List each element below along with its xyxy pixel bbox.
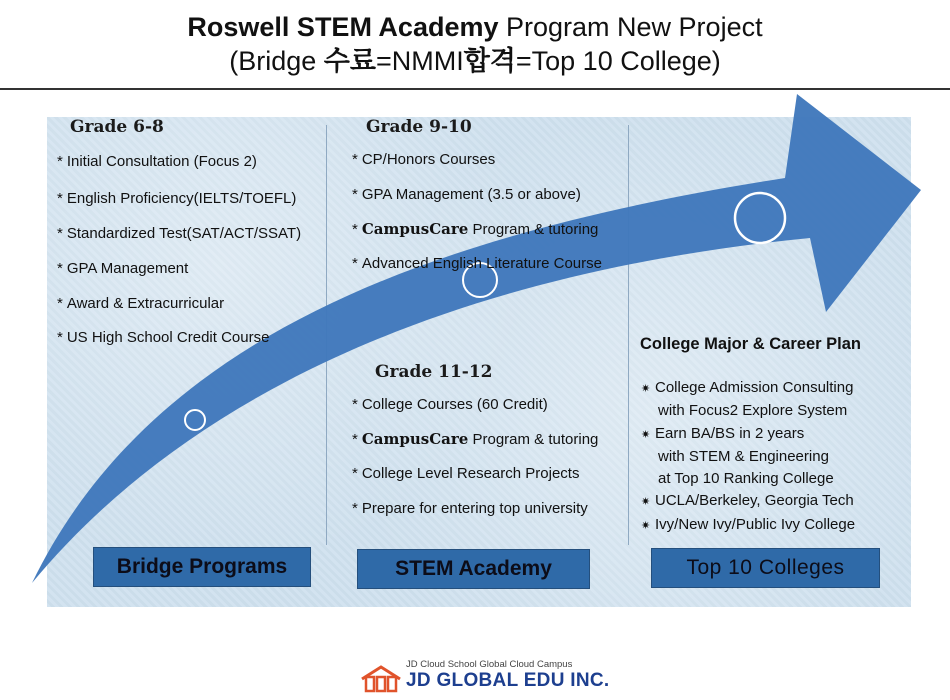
grade-11-12-title: Grade 11-12 [375,362,493,382]
grade-6-8-title: Grade 6-8 [70,117,164,137]
list-item: ✷ UCLA/Berkeley, Georgia Tech [641,492,854,510]
list-item: * College Level Research Projects [352,465,580,482]
list-item: * CP/Honors Courses [352,151,496,168]
list-item: * Initial Consultation (Focus 2) [57,153,257,170]
top-10-colleges-button[interactable]: Top 10 Colleges [651,548,880,588]
list-item: * GPA Management [57,260,189,277]
list-item: at Top 10 Ranking College [658,470,834,488]
list-item: * Prepare for entering top university [352,500,588,517]
list-item: * US High School Credit Course [57,329,270,346]
list-item: * College Courses (60 Credit) [352,396,548,413]
title-bold: Roswell STEM Academy [187,12,499,42]
college-plan-list [641,377,931,537]
list-item: * Advanced English Literature Course [352,255,602,272]
list-item: ✷ Ivy/New Ivy/Public Ivy College [641,515,856,533]
list-item: * CampusCare Program & tutoring [352,430,599,448]
list-item: with STEM & Engineering [658,447,829,465]
college-plan-title: College Major & Career Plan [640,335,861,353]
subtitle-mid: =NMMI [375,46,464,76]
grade-9-10-title: Grade 9-10 [366,117,472,137]
list-item: ✷ Earn BA/BS in 2 years [641,424,805,442]
list-item: * Standardized Test(SAT/ACT/SSAT) [57,225,302,242]
list-item: with Focus2 Explore System [658,402,848,420]
list-item: * Award & Extracurricular [57,295,225,312]
title-rest: Program New Project [498,12,763,42]
list-item: * CampusCare Program & tutoring [352,220,599,238]
list-item: * GPA Management (3.5 or above) [352,186,581,203]
subtitle-open: (Bridge [229,46,324,76]
logo-name: JD GLOBAL EDU INC. [406,670,610,691]
list-item: * English Proficiency(IELTS/TOEFL) [57,190,297,207]
bridge-programs-button[interactable]: Bridge Programs [93,547,311,587]
subtitle-korean-1: 수료 [323,46,376,76]
subtitle-korean-2: 합격 [463,46,516,76]
stem-academy-button[interactable]: STEM Academy [357,549,590,589]
logo-tagline: JD Cloud School Global Cloud Campus [406,659,573,670]
house-logo-icon [360,665,402,693]
list-item: ✷ College Admission Consulting [641,379,854,396]
company-logo [360,659,610,695]
subtitle-end: =Top 10 College) [515,46,721,76]
